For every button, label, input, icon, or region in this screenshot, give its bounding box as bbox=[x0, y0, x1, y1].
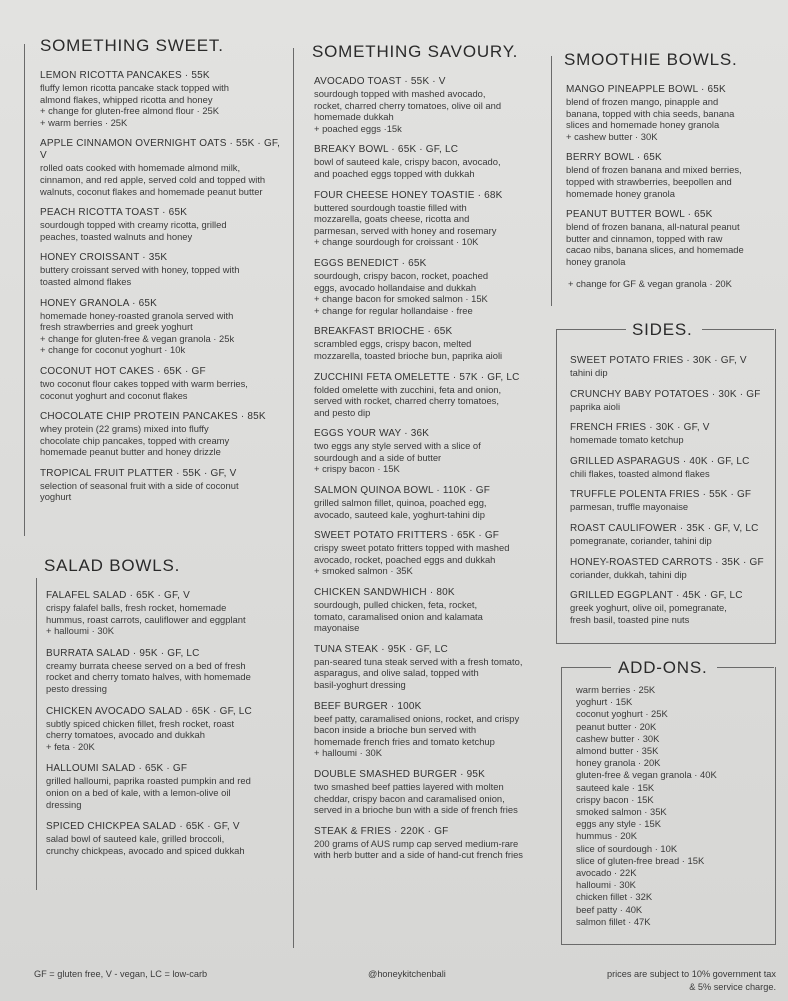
section-title-smoothie: SMOOTHIE BOWLS. bbox=[564, 50, 738, 69]
menu-item-description: fresh strawberries and greek yoghurt bbox=[40, 321, 193, 333]
menu-item-description: + change sourdough for croissant · 10K bbox=[314, 236, 479, 248]
menu-item bbox=[46, 590, 288, 637]
menu-item-description: crispy sweet potato fritters topped with mashed bbox=[314, 542, 510, 554]
menu-item-description: greek yoghurt, olive oil, pomegranate, bbox=[570, 602, 727, 614]
menu-item bbox=[570, 389, 770, 413]
menu-item-description: + feta · 20K bbox=[46, 740, 95, 752]
menu-item bbox=[40, 252, 282, 287]
menu-item bbox=[314, 258, 550, 316]
addon-item: halloumi · 30K bbox=[576, 879, 636, 891]
sweet-list bbox=[32, 70, 282, 503]
menu-item bbox=[570, 489, 770, 513]
menu-item-name: EGGS BENEDICT · 65K bbox=[314, 257, 427, 269]
menu-item-description: + change for regular hollandaise · free bbox=[314, 304, 473, 316]
divider-mid bbox=[293, 48, 294, 948]
menu-item-name: GRILLED ASPARAGUS · 40K · GF, LC bbox=[570, 455, 750, 467]
menu-item-description: beef patty, caramalised onions, rocket, and crispy bbox=[314, 712, 520, 724]
menu-item-description: grilled halloumi, paprika roasted pumpkin and red bbox=[46, 775, 251, 787]
section-title-salad: SALAD BOWLS. bbox=[44, 556, 181, 575]
addon-item: honey granola · 20K bbox=[576, 757, 661, 769]
menu-item bbox=[314, 372, 550, 419]
menu-item-description: mozzarella, toasted brioche bun, paprika aioli bbox=[314, 349, 503, 361]
menu-item-name: TROPICAL FRUIT PLATTER · 55K · GF, V bbox=[40, 467, 237, 479]
menu-item-description: toasted almond flakes bbox=[40, 275, 132, 287]
menu-item bbox=[314, 190, 550, 248]
menu-item-description: served in a brioche bun with a side of french fries bbox=[314, 804, 518, 816]
menu-item-name: HONEY CROISSANT · 35K bbox=[40, 252, 168, 264]
section-title-savoury: SOMETHING SAVOURY. bbox=[312, 42, 519, 61]
addon-item: crispy bacon · 15K bbox=[576, 793, 654, 805]
menu-item-name: HALLOUMI SALAD · 65K · GF bbox=[46, 763, 188, 775]
menu-item-description: pesto dressing bbox=[46, 682, 107, 694]
menu-item-description: hummus, roast carrots, cauliflower and eggplant bbox=[46, 613, 246, 625]
menu-item-name: DOUBLE SMASHED BURGER · 95K bbox=[314, 768, 485, 780]
menu-item-name: MANGO PINEAPPLE BOWL · 65K bbox=[566, 84, 726, 95]
menu-item bbox=[314, 76, 550, 134]
menu-item-name: AVOCADO TOAST · 55K · V bbox=[314, 76, 446, 87]
menu-item-description: cheddar, crispy bacon and caramalised onion, bbox=[314, 792, 505, 804]
sides-rule-left bbox=[556, 329, 626, 330]
menu-item-name: HONEY-ROASTED CARROTS · 35K · GF bbox=[570, 556, 764, 568]
menu-item-name: SALMON QUINOA BOWL · 110K · GF bbox=[314, 485, 491, 497]
menu-item-name: GRILLED EGGPLANT · 45K · GF, LC bbox=[570, 590, 743, 602]
menu-item-description: creamy burrata cheese served on a bed of fresh bbox=[46, 659, 246, 671]
menu-item-description: paprika aioli bbox=[570, 400, 621, 412]
menu-item bbox=[314, 428, 550, 475]
menu-item-name: CHOCOLATE CHIP PROTEIN PANCAKES · 85K bbox=[40, 411, 266, 423]
menu-item bbox=[40, 298, 282, 356]
menu-item bbox=[314, 144, 550, 179]
menu-item-description: onion on a bed of kale, with a lemon-olive oil bbox=[46, 786, 231, 798]
menu-item bbox=[40, 411, 282, 458]
menu-item-description: bowl of sauteed kale, crispy bacon, avocado, bbox=[314, 156, 501, 168]
menu-item-description: butter and cinnamon, topped with raw bbox=[566, 232, 723, 244]
menu-item-description: pan-seared tuna steak served with a fresh tomato, bbox=[314, 655, 523, 667]
menu-item bbox=[46, 648, 288, 695]
menu-item-description: + change for gluten-free & vegan granola · 25k bbox=[40, 332, 235, 344]
menu-item-description: cherry tomatoes, avocado and dukkah bbox=[46, 729, 205, 741]
menu-item-name: STEAK & FRIES · 220K · GF bbox=[314, 825, 449, 837]
menu-item-description: two eggs any style served with a slice of bbox=[314, 440, 481, 452]
menu-item-name: BEEF BURGER · 100K bbox=[314, 700, 422, 712]
menu-item bbox=[570, 590, 770, 625]
menu-item-name: FRENCH FRIES · 30K · GF, V bbox=[570, 422, 710, 434]
sides-rule-right bbox=[702, 329, 774, 330]
footer-tax-line-2: & 5% service charge. bbox=[689, 982, 776, 992]
salad-list bbox=[38, 590, 288, 856]
menu-item-description: + change bacon for smoked salmon · 15K bbox=[314, 293, 488, 305]
menu-item bbox=[314, 644, 550, 691]
menu-item-description: served with rocket, charred cherry tomatoes, bbox=[314, 395, 499, 407]
column-sides bbox=[570, 355, 770, 635]
menu-item bbox=[46, 763, 288, 810]
menu-item-name: CHICKEN AVOCADO SALAD · 65K · GF, LC bbox=[46, 705, 252, 717]
menu-item bbox=[314, 326, 550, 361]
menu-item-description: sourdough and a side of butter bbox=[314, 451, 442, 463]
smoothie-granola-note: + change for GF & vegan granola · 20K bbox=[568, 277, 732, 289]
menu-item bbox=[314, 826, 550, 861]
footer-legend: GF = gluten free, V - vegan, LC = low-carb bbox=[34, 969, 208, 979]
menu-item-name: ROAST CAULIFOWER · 35K · GF, V, LC bbox=[570, 522, 759, 534]
menu-item-description: + halloumi · 30K bbox=[314, 747, 383, 759]
menu-item bbox=[570, 456, 770, 480]
addon-item: salmon fillet · 47K bbox=[576, 915, 651, 927]
menu-item-description: with herb butter and a side of hand-cut french fries bbox=[314, 849, 523, 861]
menu-item-description: parmesan, served with honey and rosemary bbox=[314, 224, 497, 236]
menu-item-description: rolled oats cooked with homemade almond milk, bbox=[40, 162, 241, 174]
column-salad bbox=[38, 556, 288, 867]
menu-item-description: rocket and cherry tomato halves, with homemade bbox=[46, 671, 251, 683]
menu-item bbox=[40, 207, 282, 242]
menu-item bbox=[46, 706, 288, 753]
menu-item-description: tomato, caramalised onion and kalamata bbox=[314, 610, 483, 622]
addon-item: warm berries · 25K bbox=[576, 684, 656, 695]
menu-item-description: almond flakes, whipped ricotta and honey bbox=[40, 93, 213, 105]
addon-item: yoghurt · 15K bbox=[576, 696, 633, 708]
menu-item-description: sourdough topped with creamy ricotta, grilled bbox=[40, 219, 227, 231]
menu-item-description: homemade dukkah bbox=[314, 111, 394, 123]
menu-item-description: blend of frozen mango, pinapple and bbox=[566, 96, 719, 107]
menu-item-description: whey protein (22 grams) mixed into fluffy bbox=[40, 423, 209, 435]
menu-item-name: TUNA STEAK · 95K · GF, LC bbox=[314, 643, 448, 655]
menu-item-description: avocado, sauteed kale, yoghurt-tahini dip bbox=[314, 508, 485, 520]
menu-item-description: asparagus, and olive salad, topped with bbox=[314, 667, 479, 679]
menu-item bbox=[570, 557, 770, 581]
menu-item-description: pomegranate, coriander, tahini dip bbox=[570, 534, 712, 546]
footer-tax-line-1: prices are subject to 10% government tax bbox=[606, 969, 776, 979]
menu-item-description: sourdough topped with mashed avocado, bbox=[314, 88, 486, 99]
menu-item-description: chili flakes, toasted almond flakes bbox=[570, 467, 710, 479]
menu-item bbox=[566, 152, 774, 199]
addon-item: cashew butter · 30K bbox=[576, 732, 660, 744]
menu-item-description: + smoked salmon · 35K bbox=[314, 565, 413, 577]
menu-item bbox=[314, 769, 550, 816]
addon-item: almond butter · 35K bbox=[576, 745, 659, 757]
menu-item-description: cinnamon, and red apple, served cold and topped with bbox=[40, 173, 266, 185]
addon-item: smoked salmon · 35K bbox=[576, 806, 667, 818]
menu-item-description: homemade honey-roasted granola served with bbox=[40, 309, 234, 321]
addon-item: slice of sourdough · 10K bbox=[576, 842, 678, 854]
menu-item-description: honey granola bbox=[566, 255, 626, 267]
menu-item-description: banana, topped with chia seeds, banana bbox=[566, 107, 735, 119]
menu-item-description: cacao nibs, banana slices, and homemade bbox=[566, 244, 744, 256]
menu-item-description: and poached eggs topped with dukkah bbox=[314, 167, 475, 179]
addons-rule-left bbox=[561, 667, 611, 668]
menu-item-description: + poached eggs ·15k bbox=[314, 122, 402, 134]
menu-item-name: BURRATA SALAD · 95K · GF, LC bbox=[46, 647, 200, 659]
menu-item bbox=[314, 530, 550, 577]
addon-item: avocado · 22K bbox=[576, 867, 637, 879]
menu-item-name: BREAKFAST BRIOCHE · 65K bbox=[314, 326, 453, 338]
menu-item-description: blend of frozen banana, all-natural peanut bbox=[566, 221, 740, 233]
menu-item-description: crunchy chickpeas, avocado and spiced dukkah bbox=[46, 844, 245, 856]
menu-item-description: parmesan, truffle mayonaise bbox=[570, 501, 689, 513]
menu-item-description: homemade french fries and tomato ketchup bbox=[314, 735, 495, 747]
menu-item-description: mozzarella, goats cheese, ricotta and bbox=[314, 213, 470, 225]
menu-item-description: dressing bbox=[46, 798, 82, 810]
menu-item-description: tahini dip bbox=[570, 367, 608, 378]
menu-item-description: two smashed beef patties layered with molten bbox=[314, 780, 504, 792]
divider-left bbox=[24, 44, 25, 536]
addon-item: beef patty · 40K bbox=[576, 903, 643, 915]
menu-item-description: homemade tomato ketchup bbox=[570, 434, 684, 446]
addon-item: eggs any style · 15K bbox=[576, 818, 661, 830]
smoothie-list bbox=[556, 84, 774, 268]
menu-item-description: sourdough, crispy bacon, rocket, poached bbox=[314, 269, 489, 281]
menu-item-description: sourdough, pulled chicken, feta, rocket, bbox=[314, 599, 478, 611]
menu-item-name: TRUFFLE POLENTA FRIES · 55K · GF bbox=[570, 489, 752, 501]
menu-item-description: fresh basil, toasted pine nuts bbox=[570, 613, 690, 625]
menu-item bbox=[570, 422, 770, 446]
addon-item: coconut yoghurt · 25K bbox=[576, 708, 668, 720]
menu-item-description: coconut yoghurt and coconut flakes bbox=[40, 389, 188, 401]
menu-item-description: + warm berries · 25K bbox=[40, 116, 128, 128]
addon-item: slice of gluten-free bread · 15K bbox=[576, 854, 705, 866]
menu-item-description: + halloumi · 30K bbox=[46, 625, 115, 637]
addons-list bbox=[576, 684, 756, 928]
menu-item-name: CRUNCHY BABY POTATOES · 30K · GF bbox=[570, 388, 761, 400]
savoury-list bbox=[304, 76, 550, 861]
menu-item bbox=[40, 366, 282, 401]
menu-item-description: subtly spiced chicken fillet, fresh rocket, roast bbox=[46, 717, 235, 729]
menu-item-description: + change for gluten-free almond flour · 25K bbox=[40, 105, 220, 117]
menu-item bbox=[314, 485, 550, 520]
menu-item-description: two coconut flour cakes topped with warm berries, bbox=[40, 377, 248, 389]
menu-item bbox=[566, 84, 774, 142]
column-sweet bbox=[32, 36, 282, 513]
menu-item-description: scrambled eggs, crispy bacon, melted bbox=[314, 338, 472, 350]
menu-item-name: SWEET POTATO FRITTERS · 65K · GF bbox=[314, 530, 500, 542]
addon-item: peanut butter · 20K bbox=[576, 720, 657, 732]
column-savoury bbox=[304, 42, 550, 871]
menu-item-description: + crispy bacon · 15K bbox=[314, 463, 400, 475]
menu-item-name: BERRY BOWL · 65K bbox=[566, 152, 662, 164]
menu-item-description: peaches, toasted walnuts and honey bbox=[40, 230, 193, 242]
menu-item bbox=[566, 209, 774, 267]
divider-right bbox=[551, 56, 552, 306]
section-title-addons: ADD-ONS. bbox=[618, 658, 708, 677]
menu-item-description: folded omelette with zucchini, feta and onion, bbox=[314, 383, 502, 395]
menu-item bbox=[40, 138, 282, 197]
menu-item-description: rocket, charred cherry tomatoes, olive oil and bbox=[314, 99, 502, 111]
menu-item-description: and pesto dip bbox=[314, 406, 371, 418]
menu-item-description: fluffy lemon ricotta pancake stack topped with bbox=[40, 82, 229, 93]
menu-item-name: APPLE CINNAMON OVERNIGHT OATS · 55K · GF, V bbox=[40, 138, 281, 162]
menu-item-description: blend of frozen banana and mixed berries, bbox=[566, 164, 742, 176]
menu-item-name: BREAKY BOWL · 65K · GF, LC bbox=[314, 144, 459, 156]
menu-item-description: selection of seasonal fruit with a side of coconut bbox=[40, 479, 239, 491]
divider-left-lower bbox=[36, 578, 37, 890]
menu-item-description: + cashew butter · 30K bbox=[566, 130, 658, 142]
addons-rule-right bbox=[717, 667, 774, 668]
menu-item-name: LEMON RICOTTA PANCAKES · 55K bbox=[40, 70, 210, 81]
addon-item: sauteed kale · 15K bbox=[576, 781, 655, 793]
menu-item-description: basil-yoghurt dressing bbox=[314, 679, 406, 690]
menu-item bbox=[570, 523, 770, 547]
menu-item-description: eggs, avocado hollandaise and dukkah bbox=[314, 281, 477, 293]
menu-item bbox=[570, 355, 770, 379]
menu-item-name: ZUCCHINI FETA OMELETTE · 57K · GF, LC bbox=[314, 371, 520, 383]
menu-item-description: + change for coconut yoghurt · 10k bbox=[40, 344, 186, 356]
menu-item-name: HONEY GRANOLA · 65K bbox=[40, 297, 157, 309]
menu-item-name: FALAFEL SALAD · 65K · GF, V bbox=[46, 590, 190, 601]
menu-item-name: FOUR CHEESE HONEY TOASTIE · 68K bbox=[314, 189, 503, 201]
menu-item-description: crispy falafel balls, fresh rocket, homemade bbox=[46, 602, 227, 613]
menu-item-description: buttered sourdough toastie filled with bbox=[314, 201, 467, 213]
menu-item-description: topped with strawberries, beepollen and bbox=[566, 175, 732, 187]
menu-item-name: PEANUT BUTTER BOWL · 65K bbox=[566, 209, 713, 221]
menu-item-description: homemade honey granola bbox=[566, 187, 675, 199]
menu-item-description: buttery croissant served with honey, topped with bbox=[40, 264, 240, 276]
menu-item bbox=[40, 468, 282, 503]
menu-item-description: bacon inside a brioche bun served with bbox=[314, 724, 477, 736]
menu-item-name: SWEET POTATO FRIES · 30K · GF, V bbox=[570, 355, 747, 366]
menu-item-description: mayonaise bbox=[314, 622, 360, 634]
menu-item-description: yoghurt bbox=[40, 491, 72, 503]
menu-item bbox=[46, 821, 288, 856]
menu-item-name: SPICED CHICKPEA SALAD · 65K · GF, V bbox=[46, 821, 240, 833]
menu-item-description: walnuts, coconut flakes and homemade peanut butter bbox=[40, 185, 263, 197]
section-title-sides: SIDES. bbox=[632, 320, 693, 339]
sides-list bbox=[570, 355, 770, 625]
menu-item-description: grilled salmon fillet, quinoa, poached egg, bbox=[314, 497, 487, 509]
menu-item bbox=[40, 70, 282, 128]
footer-instagram-handle: @honeykitchenbali bbox=[368, 969, 446, 979]
menu-item-description: 200 grams of AUS rump cap served medium-rare bbox=[314, 837, 519, 849]
menu-item bbox=[314, 701, 550, 759]
menu-item-description: salad bowl of sauteed kale, grilled broccoli, bbox=[46, 833, 225, 845]
menu-item-description: avocado, rocket, poached eggs and dukkah bbox=[314, 553, 496, 565]
menu-item-name: COCONUT HOT CAKES · 65K · GF bbox=[40, 365, 206, 377]
menu-item-description: chocolate chip pancakes, topped with creamy bbox=[40, 434, 230, 446]
menu-item-name: EGGS YOUR WAY · 36K bbox=[314, 428, 430, 440]
menu-item-name: CHICKEN SANDWHICH · 80K bbox=[314, 587, 455, 599]
column-smoothie bbox=[556, 50, 774, 289]
menu-item bbox=[314, 587, 550, 634]
menu-item-description: slices and homemade honey granola bbox=[566, 119, 720, 131]
menu-item-name: PEACH RICOTTA TOAST · 65K bbox=[40, 207, 188, 219]
addon-item: gluten-free & vegan granola · 40K bbox=[576, 769, 717, 781]
section-title-sweet: SOMETHING SWEET. bbox=[40, 36, 224, 55]
menu-item-description: coriander, dukkah, tahini dip bbox=[570, 568, 687, 580]
addon-item: hummus · 20K bbox=[576, 830, 637, 842]
addon-item: chicken fillet · 32K bbox=[576, 891, 653, 903]
menu-item-description: homemade peanut butter and honey drizzle bbox=[40, 446, 221, 458]
